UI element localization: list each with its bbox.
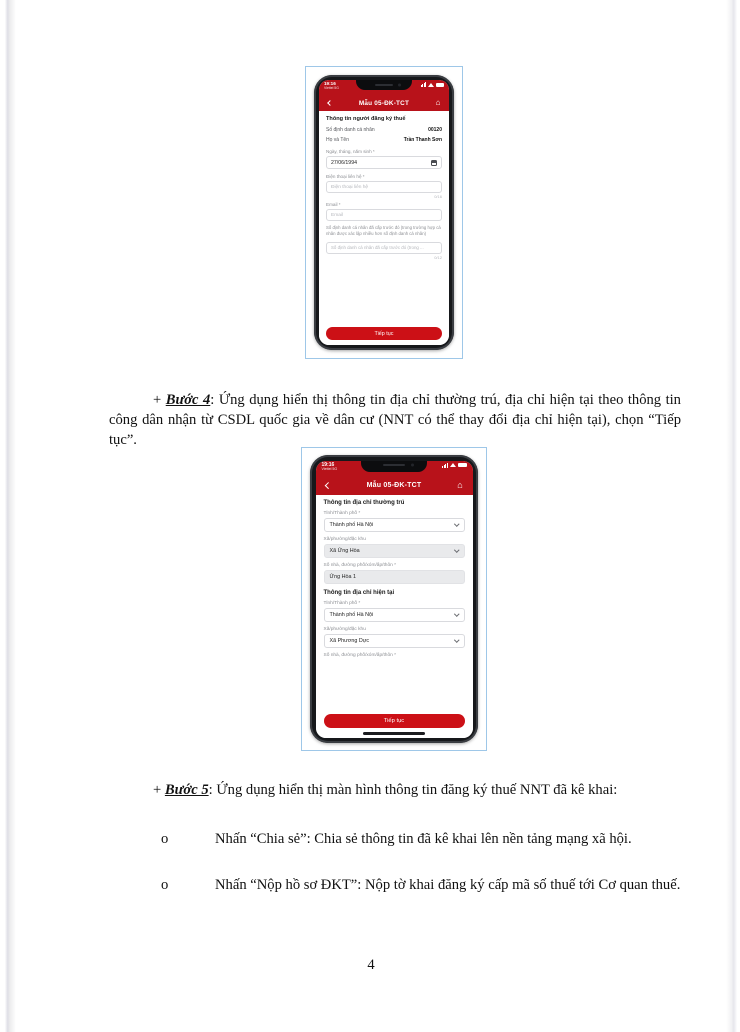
ward-select-permanent[interactable]	[324, 544, 465, 558]
back-button[interactable]	[325, 101, 335, 105]
phone-mockup-2	[310, 455, 478, 743]
ward-value-permanent: Xã Ứng Hòa	[329, 547, 360, 554]
field-label-province-permanent: Tỉnh/Thành phố *	[323, 510, 361, 516]
nav-title: Mẫu 05-ĐK-TCT	[366, 482, 422, 489]
field-label-ward-current: Xã/phường/đặc khu	[323, 626, 366, 632]
step5-marker: +	[153, 781, 162, 798]
battery-icon	[458, 463, 467, 468]
bullet-1-text: Nhấn “Chia sẻ”: Chia sẻ thông tin đã kê khai lên nền tảng mạng xã hội.	[215, 830, 632, 847]
province-value-current: Thành phố Hà Nội	[329, 611, 374, 618]
back-button[interactable]	[323, 483, 334, 488]
nav-title: Mẫu 05-ĐK-TCT	[358, 99, 410, 107]
field-label-email: Email *	[326, 202, 341, 207]
field-label-phone: Điện thoại liên hệ *	[326, 174, 365, 179]
step5-label: Bước 5	[164, 781, 209, 798]
signal-bars-icon	[421, 82, 427, 87]
chevron-down-icon[interactable]	[454, 547, 459, 552]
street-value-permanent: Ứng Hòa 1	[329, 573, 356, 580]
prior-id-placeholder: Số định danh cá nhân đã cấp trước đó (trong ...	[331, 245, 424, 251]
province-value-permanent: Thành phố Hà Nội	[329, 521, 374, 528]
status-carrier: Viettel 5G	[324, 85, 339, 90]
info-row	[326, 137, 442, 143]
info-row-value: 00120	[428, 127, 442, 133]
section-title: Thông tin người đăng ký thuế	[326, 116, 406, 122]
bullet-2-marker: o	[161, 876, 169, 893]
page-edge-right	[726, 0, 740, 1032]
nav-bar-2	[316, 477, 473, 495]
paragraph-bullet-1	[109, 830, 681, 850]
field-label-dob: Ngày, tháng, năm sinh *	[326, 149, 375, 154]
home-icon: ⌂	[457, 480, 463, 490]
signal-bars-icon	[442, 463, 448, 468]
phone-input[interactable]	[326, 181, 442, 193]
form-area-2	[316, 495, 473, 715]
home-icon: ⌂	[435, 98, 441, 107]
document-page	[16, 0, 726, 1032]
phone-counter: 0/16	[434, 194, 442, 199]
dob-value: 27/06/1994	[331, 159, 357, 166]
paragraph-bullet-2	[109, 876, 681, 896]
continue-button-1[interactable]: Tiếp tục	[326, 327, 442, 340]
prior-id-input[interactable]	[326, 242, 442, 254]
nav-bar-1	[319, 95, 449, 111]
email-input[interactable]	[326, 209, 442, 221]
status-time: 19:16	[321, 461, 335, 468]
step4-label: Bước 4	[165, 391, 211, 408]
step4-text: : Ứng dụng hiển thị thông tin địa chỉ thường trú, địa chỉ hiện tại theo thông tin công dân nhận từ CSDL quốc gia về dân cư (NNT có thể thay đổi địa chỉ hiện tại), chọn “Tiếp tục”.	[109, 391, 681, 448]
field-label-street-current: Số nhà, đường phố/xóm/ấp/thôn *	[323, 652, 396, 658]
wifi-icon	[428, 83, 434, 87]
phone-notch-2	[361, 461, 427, 472]
page-edge-left	[0, 0, 16, 1032]
email-placeholder: Email	[331, 212, 343, 218]
province-select-current[interactable]	[324, 608, 465, 622]
ward-value-current: Xã Phương Dực	[329, 637, 370, 644]
info-row-value: Trần Thanh Sơn	[403, 137, 442, 143]
figure-1-selection-frame[interactable]	[305, 66, 463, 359]
paragraph-step-5	[109, 781, 681, 801]
chevron-down-icon[interactable]	[454, 521, 459, 526]
wifi-icon	[450, 463, 456, 467]
dob-input[interactable]	[326, 156, 442, 169]
chevron-down-icon[interactable]	[454, 637, 459, 642]
step4-marker: +	[153, 391, 162, 408]
phone-placeholder: Điện thoại liên hệ	[331, 184, 369, 190]
form-area-1	[319, 111, 449, 323]
home-indicator	[363, 732, 425, 735]
status-time: 19:16	[324, 81, 336, 86]
province-select-permanent[interactable]	[324, 518, 465, 532]
info-row-key: Họ và Tên	[326, 137, 349, 143]
calendar-icon[interactable]	[431, 160, 437, 166]
chevron-left-icon	[327, 100, 333, 106]
step5-text: : Ứng dụng hiển thị màn hình thông tin đăng ký thuế NNT đã kê khai:	[208, 781, 618, 798]
street-input-permanent[interactable]	[324, 570, 465, 584]
bullet-1-marker: o	[161, 830, 169, 847]
info-row-key: Số định danh cá nhân	[326, 127, 375, 133]
continue-button-2[interactable]: Tiếp tục	[324, 714, 465, 728]
field-label-ward-permanent: Xã/phường/đặc khu	[323, 536, 366, 542]
phone-notch-1	[356, 80, 412, 90]
bullet-2-text: Nhấn “Nộp hồ sơ ĐKT”: Nộp tờ khai đăng ký cấp mã số thuế tới Cơ quan thuế.	[215, 876, 681, 893]
field-label-street-permanent: Số nhà, đường phố/xóm/ấp/thôn *	[323, 562, 396, 568]
figure-2-selection-frame[interactable]	[301, 447, 487, 751]
ward-select-current[interactable]	[324, 634, 465, 648]
home-button[interactable]	[433, 99, 443, 107]
page-number: 4	[367, 957, 375, 973]
info-row	[326, 127, 442, 133]
helper-text: Số định danh cá nhân đã cấp trước đó (trong trường hợp cá nhân được xác lập nhiều hơn số định danh cá nhân)	[326, 225, 441, 237]
paragraph-step-4	[109, 391, 681, 451]
status-carrier: Viettel 5G	[321, 466, 338, 471]
prior-id-counter: 0/12	[434, 254, 442, 260]
phone-mockup-1	[314, 75, 454, 350]
section-title-permanent: Thông tin địa chỉ thường trú	[323, 499, 405, 506]
battery-icon	[436, 83, 444, 87]
chevron-down-icon[interactable]	[454, 611, 459, 616]
section-title-current: Thông tin địa chỉ hiện tại	[323, 589, 395, 596]
chevron-left-icon	[325, 482, 331, 488]
home-button[interactable]	[455, 481, 466, 490]
field-label-province-current: Tỉnh/Thành phố *	[323, 600, 361, 606]
